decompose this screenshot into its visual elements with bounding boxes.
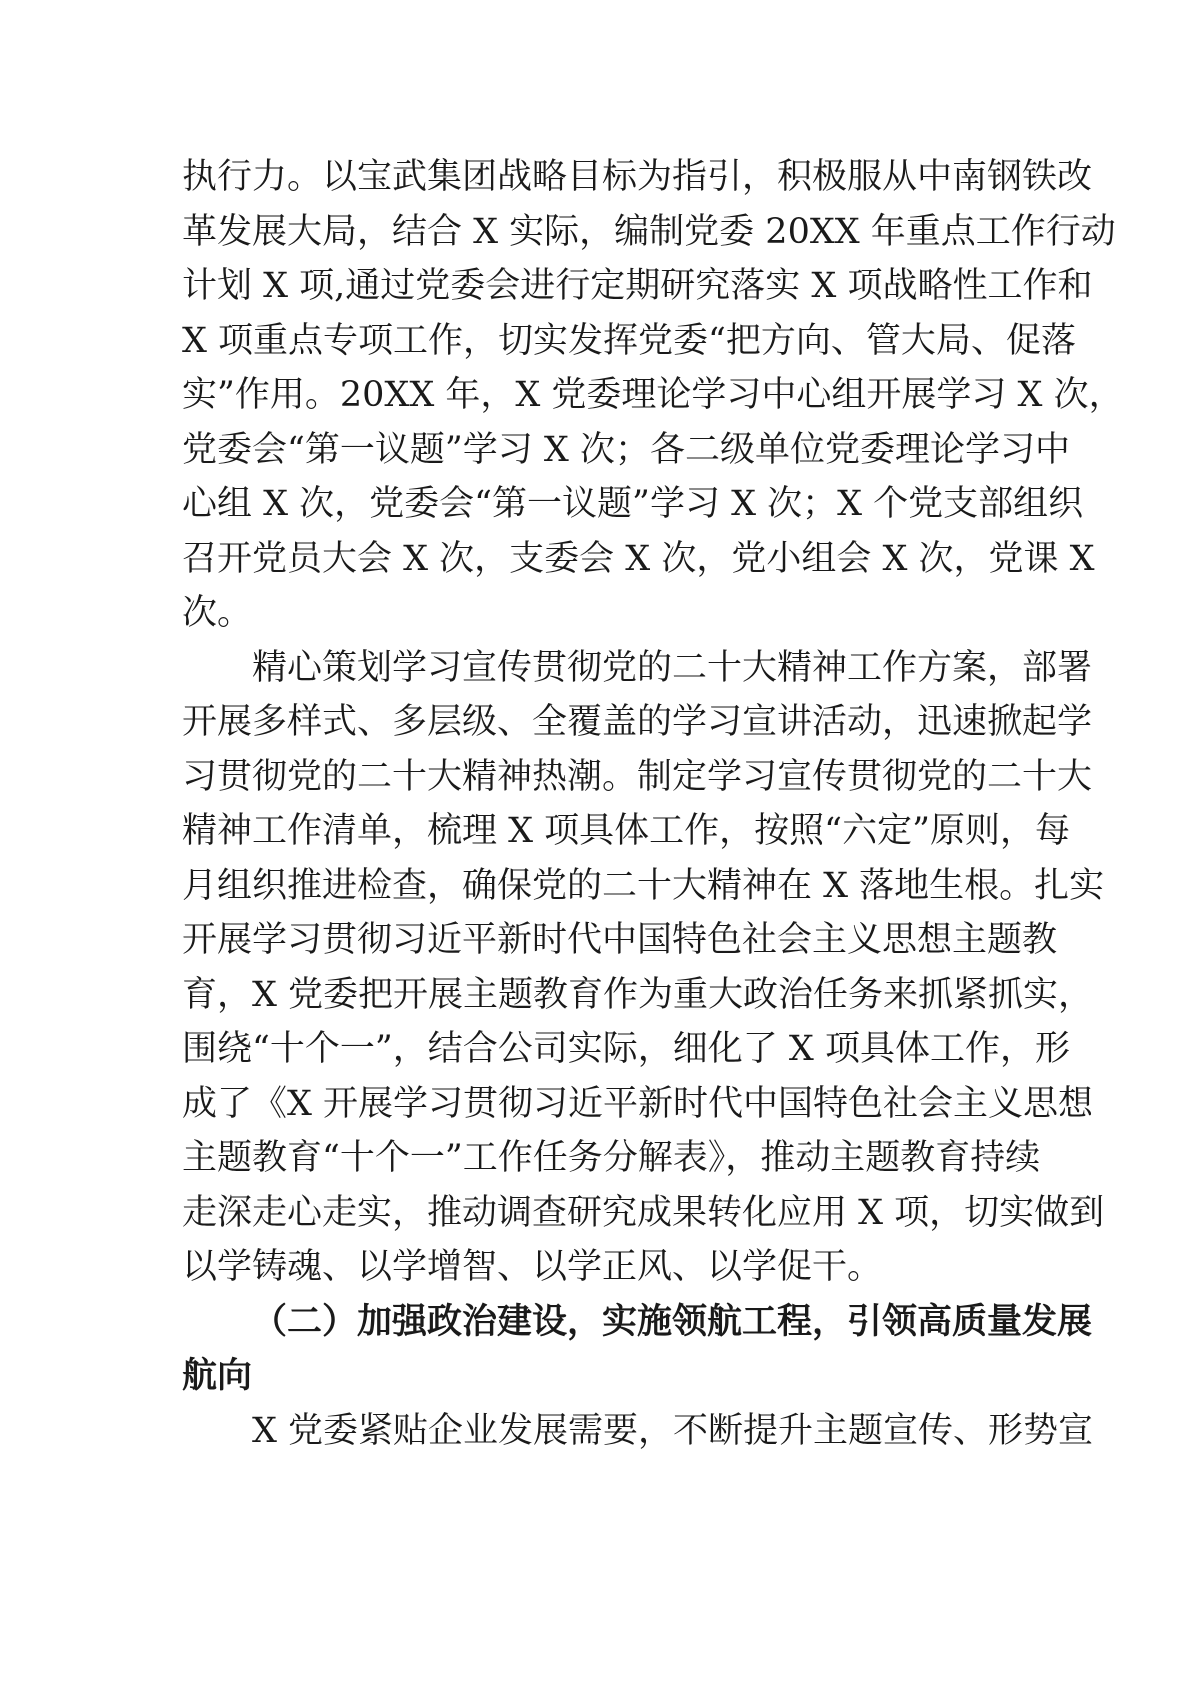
paragraph-line: 以学铸魂、以学增智、以学正风、以学促干。: [182, 1247, 883, 1287]
paragraph-line: 执行力。以宝武集团战略目标为指引，积极服从中南钢铁改: [182, 157, 1093, 197]
paragraph-line: 月组织推进检查，确保党的二十大精神在 X 落地生根。扎实: [182, 865, 1105, 906]
section-heading-line: 航向: [182, 1355, 253, 1396]
paragraph-line: 精心策划学习宣传贯彻党的二十大精神工作方案，部署: [252, 647, 1093, 688]
paragraph-line: X 项重点专项工作，切实发挥党委“把方向、管大局、促落: [182, 320, 1076, 361]
paragraph-line: 开展学习贯彻习近平新时代中国特色社会主义思想主题教: [182, 920, 1058, 960]
document-body: [182, 150, 1124, 1458]
paragraph-line: 开展多样式、多层级、全覆盖的学习宣讲活动，迅速掀起学: [182, 702, 1093, 742]
paragraph-line: 主题教育“十个一”工作任务分解表》，推动主题教育持续: [182, 1138, 1041, 1178]
paragraph-line: 党委会“第一议题”学习 X 次；各二级单位党委理论学习中: [182, 429, 1070, 470]
paragraph-line: 召开党员大会 X 次，支委会 X 次，党小组会 X 次，党课 X: [182, 538, 1095, 579]
section-heading-line: （二）加强政治建设，实施领航工程，引领高质量发展: [252, 1300, 1093, 1342]
paragraph-line: 育，X 党委把开展主题教育作为重大政治任务来抓紧抓实，: [182, 974, 1094, 1015]
paragraph-line: 次。: [182, 593, 253, 633]
paragraph-line: 计划 X 项,通过党委会进行定期研究落实 X 项战略性工作和: [182, 266, 1093, 306]
paragraph-line: 革发展大局，结合 X 实际，编制党委 20XX 年重点工作行动: [182, 211, 1116, 252]
paragraph-line: X 党委紧贴企业发展需要，不断提升主题宣传、形势宣: [252, 1410, 1094, 1451]
paragraph-line: 精神工作清单，梳理 X 项具体工作，按照“六定”原则，每: [182, 811, 1070, 851]
paragraph-line: 心组 X 次，党委会“第一议题”学习 X 次；X 个党支部组织: [182, 484, 1084, 524]
paragraph-line: 成了《X 开展学习贯彻习近平新时代中国特色社会主义思想: [182, 1083, 1094, 1124]
paragraph-line: 围绕“十个一”，结合公司实际，细化了 X 项具体工作，形: [182, 1029, 1070, 1069]
paragraph-line: 走深走心走实，推动调查研究成果转化应用 X 项，切实做到: [182, 1192, 1105, 1233]
paragraph-line: 习贯彻党的二十大精神热潮。制定学习宣传贯彻党的二十大: [182, 756, 1093, 797]
paragraph-line: 实”作用。20XX 年，X 党委理论学习中心组开展学习 X 次，: [182, 375, 1124, 415]
